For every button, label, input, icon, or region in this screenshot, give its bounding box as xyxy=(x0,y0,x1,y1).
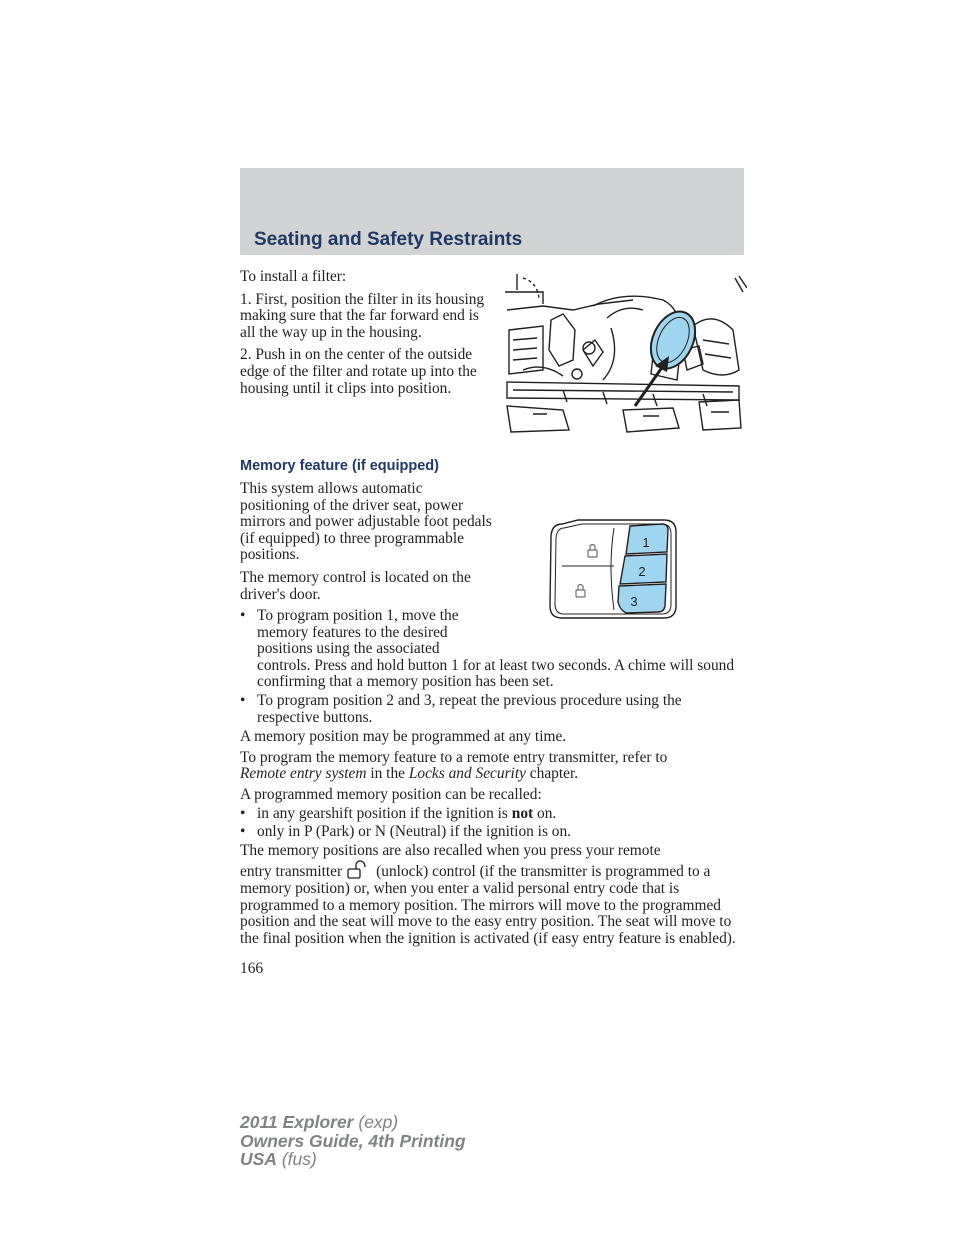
section-title: Seating and Safety Restraints xyxy=(254,229,523,250)
bullet-2-text: To program position 2 and 3, repeat the previous procedure using the respective buttons. xyxy=(257,692,682,726)
memory-paragraph-6 xyxy=(240,843,740,948)
p4-text-a: To program the memory feature to a remote entry transmitter, refer to xyxy=(240,748,668,766)
recall-1-text-b: on. xyxy=(533,804,557,822)
p4-text-mid: in the xyxy=(366,765,409,783)
bullet-glyph: • xyxy=(240,692,246,709)
bullet-glyph: • xyxy=(240,823,246,841)
footer-model: 2011 Explorer xyxy=(240,1112,354,1132)
p4-text-end: chapter. xyxy=(525,765,579,783)
p6-text-a: The memory positions are also recalled when you press your remote xyxy=(240,841,661,859)
bullet-glyph: • xyxy=(240,607,246,624)
memory-details-text xyxy=(240,693,740,953)
unlock-icon xyxy=(346,859,368,879)
memory-feature-heading: Memory feature (if equipped) xyxy=(240,458,439,474)
recall-condition-2 xyxy=(240,824,740,841)
recall-1-text-a: in any gearshift position if the ignition is xyxy=(257,804,512,822)
memory-intro-text xyxy=(240,481,495,609)
memory-button-2-label: 2 xyxy=(638,564,646,579)
section-header-band xyxy=(240,168,744,255)
memory-paragraph-4 xyxy=(240,750,740,783)
filter-step-2: 2. Push in on the center of the outside edge of the filter and rotate up into the housing until it clips into position. xyxy=(240,346,477,397)
recall-2-text: only in P (Park) or N (Neutral) if the ignition is on. xyxy=(257,823,572,841)
program-position-2-3-bullet xyxy=(240,693,740,726)
remote-entry-system-reference: Remote entry system xyxy=(240,765,367,783)
page-number: 166 xyxy=(240,960,264,977)
memory-button-3-label: 3 xyxy=(630,594,638,609)
recall-1-bold: not xyxy=(511,804,534,822)
memory-button-1-label: 1 xyxy=(642,535,650,550)
recall-condition-1 xyxy=(240,806,740,823)
filter-install-text xyxy=(240,269,495,403)
footer-market: USA xyxy=(240,1149,277,1169)
filter-intro: To install a filter: xyxy=(240,268,347,285)
memory-button-3[interactable] xyxy=(618,584,666,613)
memory-paragraph-3: A memory position may be programmed at any time. xyxy=(240,728,567,746)
bullet-1-text-b: controls. Press and hold button 1 for at least two seconds. A chime will sound confirming that a memory position has been set. xyxy=(257,656,735,691)
memory-paragraph-1: This system allows automatic positioning of the driver seat, power mirrors and power adjustable foot pedals (if equipped) to three programmable positions. xyxy=(240,480,492,564)
memory-paragraph-2: The memory control is located on the driver's door. xyxy=(240,568,471,603)
bullet-1-text-a: To program position 1, move the memory features to the desired positions using the associated xyxy=(257,607,459,658)
bullet-glyph: • xyxy=(240,804,246,822)
document-footer xyxy=(240,1113,466,1169)
p6-text-c: (unlock) control (if the transmitter is programmed to a memory position) or, when you enter a valid personal entry code that is programmed to a memory position. The mirrors will move to the programmed position and the seat will move to the easy entry position. The seat will move to the final position when the ignition is activated (if easy entry feature is enabled). xyxy=(240,863,736,947)
locks-and-security-reference: Locks and Security xyxy=(408,765,526,783)
memory-paragraph-5: A programmed memory position can be recalled: xyxy=(240,785,542,803)
cabin-air-filter-illustration xyxy=(503,270,747,436)
memory-seat-control-panel xyxy=(548,518,680,622)
footer-guide-printing: Owners Guide, 4th Printing xyxy=(240,1130,466,1151)
footer-model-code: (exp) xyxy=(353,1112,399,1132)
p6-text-b: entry transmitter xyxy=(240,863,343,881)
footer-market-code: (fus) xyxy=(276,1149,317,1169)
filter-step-1: 1. First, position the filter in its housing making sure that the far forward end is all the way up in the housing. xyxy=(240,290,485,341)
